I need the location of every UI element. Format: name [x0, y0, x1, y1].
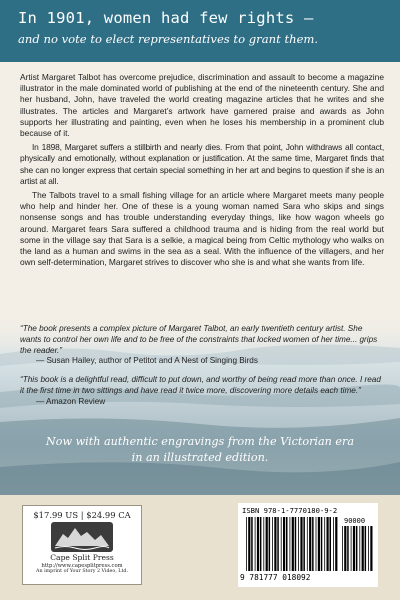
publisher-logo-icon: [51, 522, 113, 552]
barcode-add-on: 90000: [344, 517, 366, 525]
subheadline: and no vote to elect representatives to grant them.: [18, 32, 319, 46]
publisher-imprint: An imprint of Your Story 2 Video, Ltd.: [35, 569, 128, 574]
publisher-url: http://www.capesplitpress.com: [41, 563, 123, 569]
reviews: [20, 324, 384, 416]
edition-note-line: in an illustrated edition.: [131, 451, 269, 464]
headline: In 1901, women had few rights –: [18, 9, 314, 27]
review-quote: “This book is a delightful read, difficult to put down, and worthy of being read more than once. I read it the first time in two sittings and have read it twice more, discovering more details each time.”: [20, 375, 381, 395]
price-box: [22, 505, 142, 585]
edition-note-line: Now with authentic engravings from the Victorian era: [45, 435, 355, 448]
synopsis-paragraph: In 1898, Margaret suffers a stillbirth and nearly dies. From that point, John withdraws all contact, physically and emotionally, without explanation or justification. At the same time, Margaret finds that she can no longer express that certain special something in her art and begins to question if she is an artist at all.: [20, 142, 384, 186]
header-band: [0, 0, 400, 62]
synopsis-paragraph: The Talbots travel to a small fishing village for an article where Margaret meets many people who help and hinder her. One of these is a young woman named Sara who skips and sings nonsense songs and has trouble understanding everyday things, like how wagon wheels go around. Margaret fears Sara suffered a childhood trauma and is hiding from the real world but some in the village say that Sara is a selkie, a magical being from Celtic mythology who walks on the land as a human and swims in the sea as a seal. With the influence of the villagers, and her own self-determination, Margaret strives to discover who she is and what she wants from life.: [20, 190, 384, 268]
barcode-digits: 9 781777 018092: [240, 573, 311, 582]
synopsis-paragraph: Artist Margaret Talbot has overcome prejudice, discrimination and assault to become a magazine illustrator in the male dominated world of publishing at the end of the nineteenth century. She and her husband, John, have traveled the world creating magazine articles that he writes and she illustrates. The articles and Margaret’s artwork have garnered praise and awards as John supports her illustrating and painting, even when he loses his membership in a prominent club because of it.: [20, 72, 384, 139]
edition-note: [30, 434, 370, 466]
price-label: $17.99 US | $24.99 CA: [33, 510, 131, 520]
footer-band: [0, 495, 400, 600]
review-attribution: — Amazon Review: [36, 396, 106, 406]
barcode-icon: [240, 517, 376, 573]
review-attribution: — Susan Hailey, author of Petitot and A Nest of Singing Birds: [36, 356, 258, 366]
isbn-barcode: [238, 503, 378, 587]
publisher-name: Cape Split Press: [50, 553, 114, 562]
isbn-label: ISBN 978-1-7770180-9-2: [242, 506, 338, 515]
synopsis: [20, 72, 384, 271]
review-quote: “The book presents a complex picture of Margaret Talbot, an early twentieth century artist. She wants to control her own life and to be free of the constraints that locked women of her time... grips the reader.”: [20, 324, 378, 355]
